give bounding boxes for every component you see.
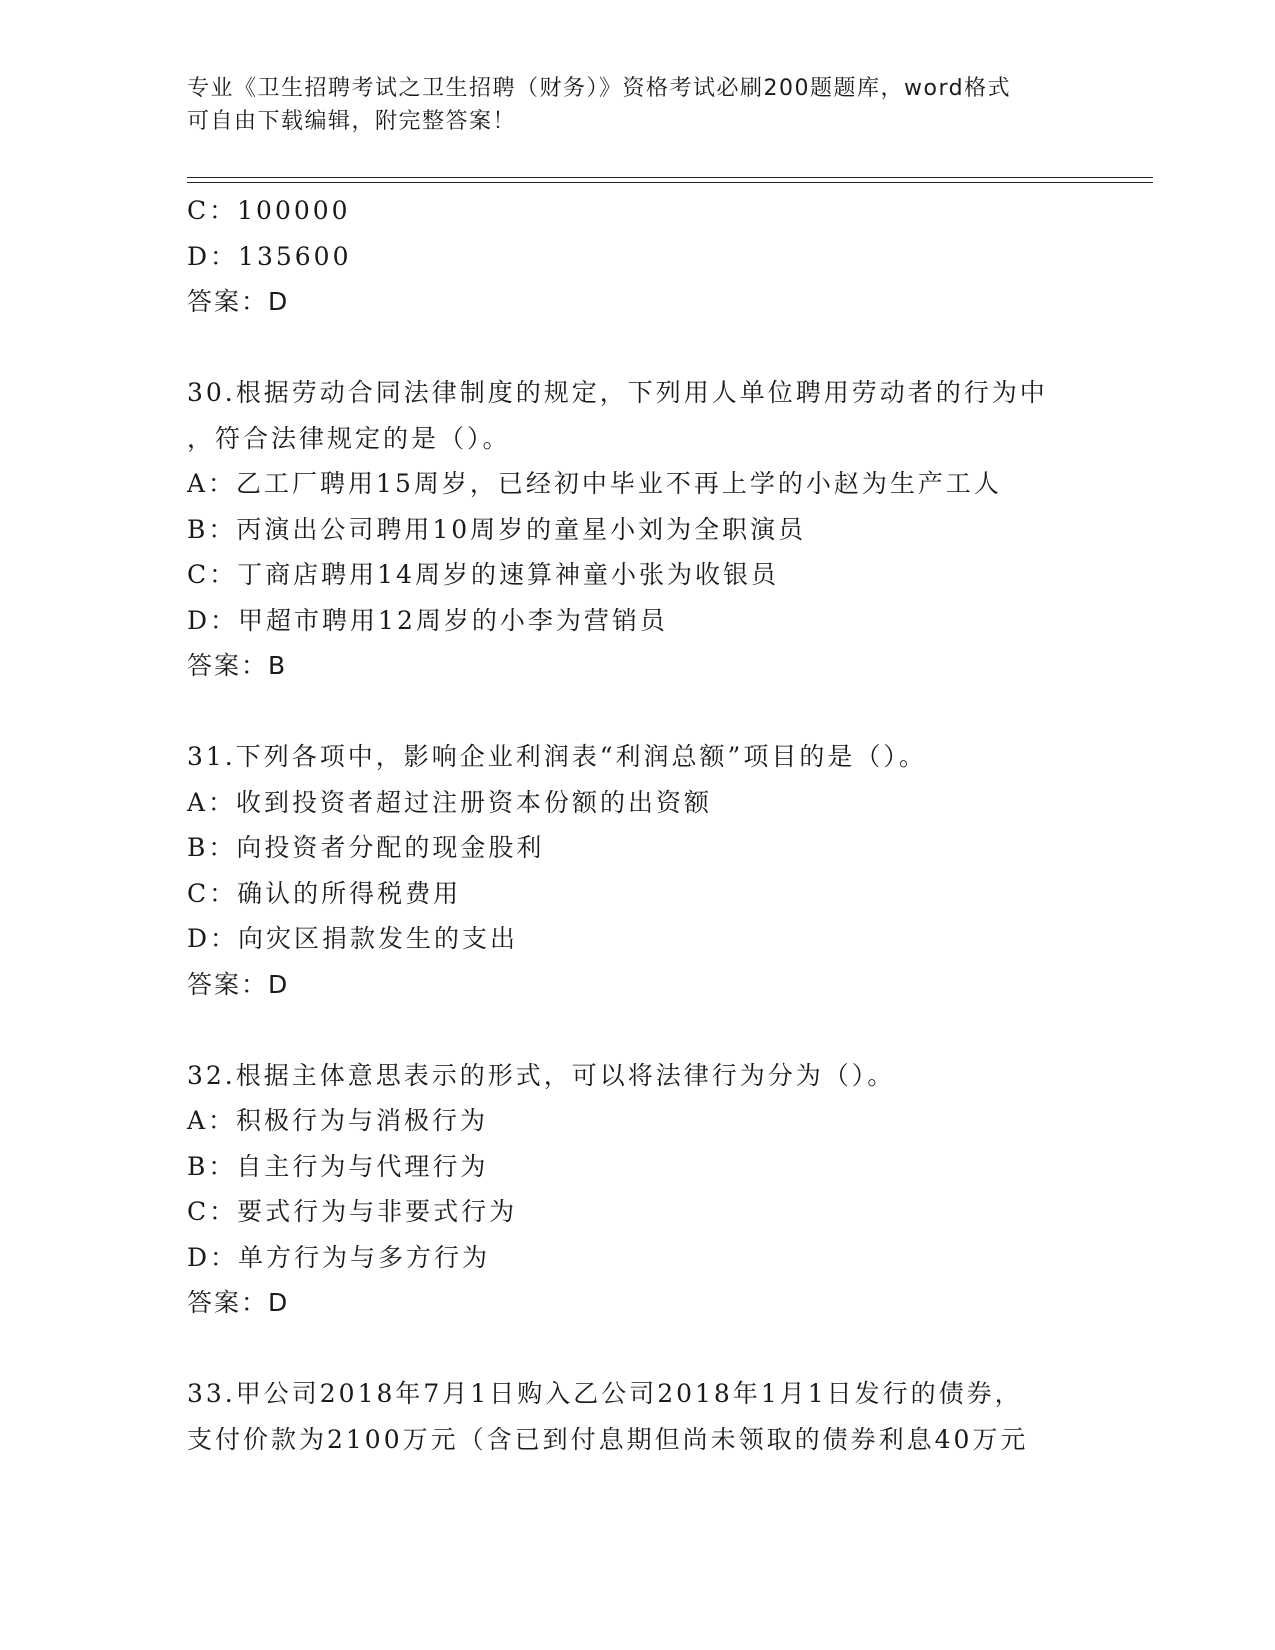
option-b: B：自主行为与代理行为 — [187, 1151, 489, 1181]
spacer — [187, 1326, 1107, 1372]
answer-line: 答案：D — [187, 1288, 290, 1317]
header-title-line-1: 专业《卫生招聘考试之卫生招聘（财务）》资格考试必刷200题题库，word格式 — [187, 76, 1012, 101]
question-stem-continued: ，符合法律规定的是（）。 — [187, 423, 511, 453]
page-header — [187, 72, 1077, 138]
question-stem: 31.下列各项中，影响企业利润表“利润总额”项目的是（）。 — [187, 742, 927, 771]
option-a: A：乙工厂聘用15周岁，已经初中毕业不再上学的小赵为生产工人 — [187, 469, 1002, 498]
option-d: D：向灾区捐款发生的支出 — [187, 924, 519, 953]
option-b: B：向投资者分配的现金股利 — [187, 833, 545, 862]
option-b: B：丙演出公司聘用10周岁的童星小刘为全职演员 — [187, 514, 807, 544]
document-body — [187, 188, 1107, 1462]
option-d: D：甲超市聘用12周岁的小李为营销员 — [187, 605, 668, 635]
option-c: C：要式行为与非要式行为 — [187, 1197, 518, 1226]
option-a: A：收到投资者超过注册资本份额的出资额 — [187, 787, 713, 817]
option-c: C：100000 — [187, 196, 351, 225]
question-block-33 — [187, 1371, 1107, 1462]
option-d: D：135600 — [187, 241, 352, 271]
question-block-prev — [187, 188, 1107, 325]
answer-line: 答案：D — [187, 287, 290, 316]
option-c: C：确认的所得税费用 — [187, 878, 462, 908]
question-stem: 32.根据主体意思表示的形式，可以将法律行为分为（）。 — [187, 1060, 896, 1090]
question-stem: 30.根据劳动合同法律制度的规定，下列用人单位聘用劳动者的行为中 — [187, 378, 1048, 407]
question-stem-continued: 支付价款为2100万元（含已到付息期但尚未领取的债券利息40万元 — [187, 1424, 1029, 1454]
answer-line: 答案：D — [187, 969, 290, 999]
answer-line: 答案：B — [187, 651, 288, 680]
question-block-31 — [187, 734, 1107, 1007]
question-stem: 33.甲公司2018年7月1日购入乙公司2018年1月1日发行的债券， — [187, 1379, 1023, 1408]
option-c: C：丁商店聘用14周岁的速算神童小张为收银员 — [187, 560, 779, 589]
header-divider-top — [187, 177, 1153, 178]
header-divider-bottom — [187, 182, 1153, 183]
option-d: D：单方行为与多方行为 — [187, 1242, 491, 1272]
spacer — [187, 325, 1107, 371]
question-block-32 — [187, 1053, 1107, 1326]
header-title-line-2: 可自由下载编辑，附完整答案！ — [187, 109, 517, 134]
spacer — [187, 689, 1107, 735]
spacer — [187, 1007, 1107, 1053]
option-a: A：积极行为与消极行为 — [187, 1106, 489, 1135]
question-block-30 — [187, 370, 1107, 689]
